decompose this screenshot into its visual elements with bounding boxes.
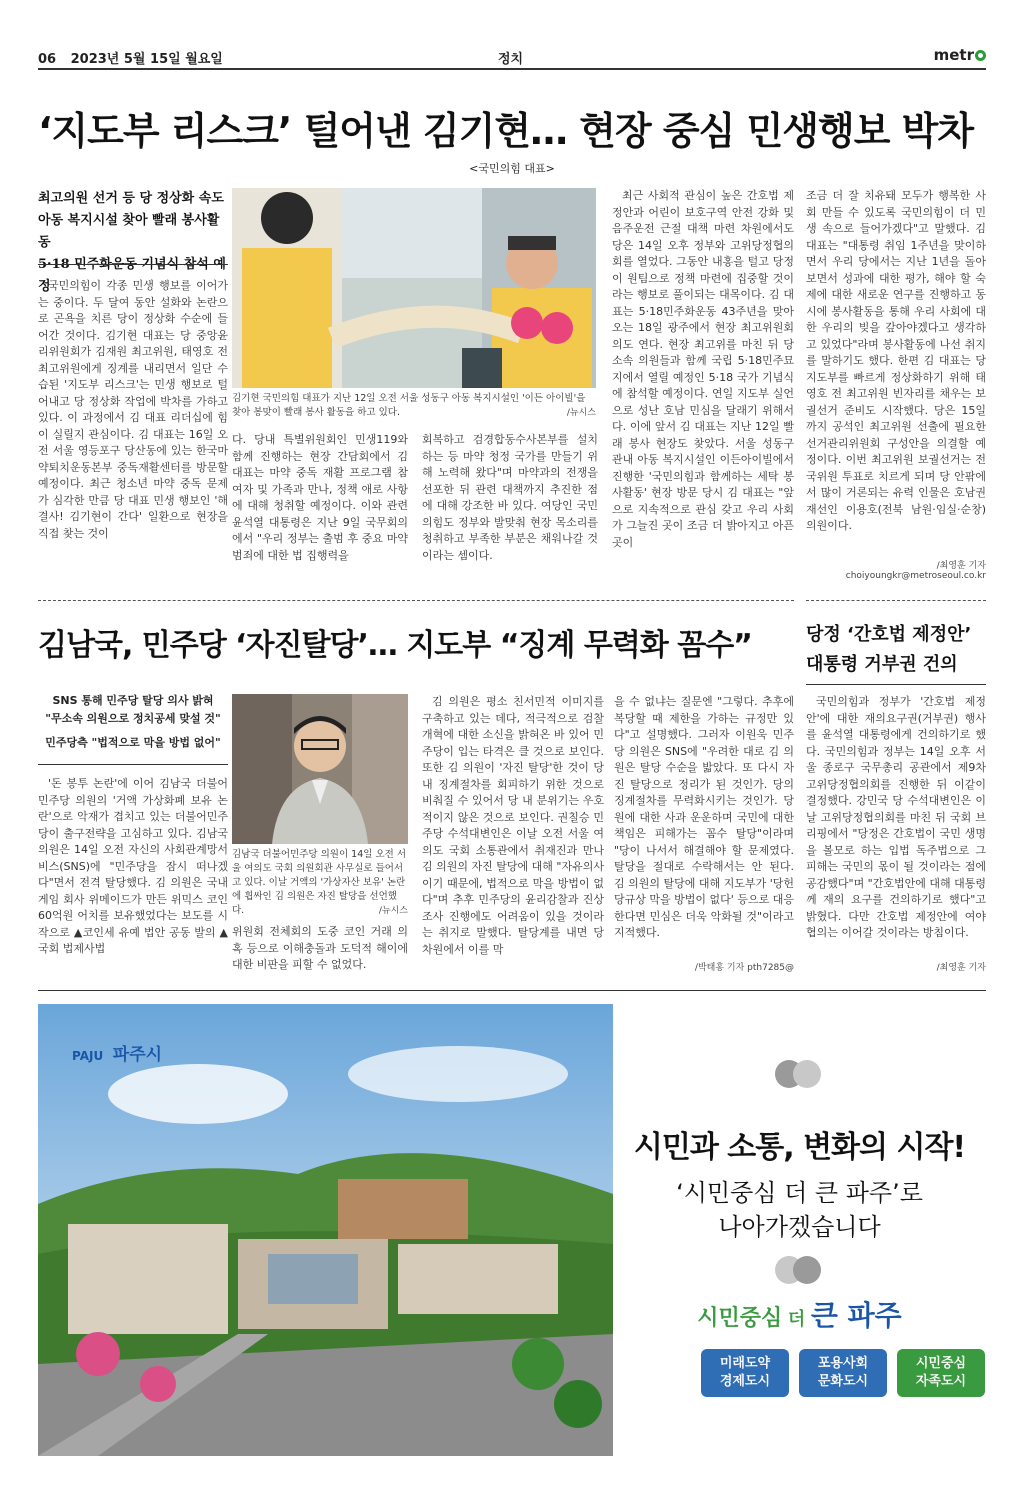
quote-bubble-icon bbox=[773, 1252, 823, 1288]
quote-bubble-icon bbox=[773, 1056, 823, 1092]
brand-logo: metr bbox=[934, 46, 986, 64]
header-left bbox=[38, 48, 233, 67]
article2-col3: 김 의원은 평소 친서민적 이미지를 구축하고 있는 데다, 적극적으로 검찰 개혁에 대한 소신을 밝혀온 바 있어 민주당이 입는 타격은 클 것으로 보인다. 또한 김 의원이 '자진 탈당'한 것이 당 내 징계절차를 회피하기 위한 것으로 비춰질 수 있어서 당 내 분위기는 우호적이지 않은 것으로 보인다. 권칠승 민주당 수석대변인은 이날 오전 서울 여의도 국회 소통관에서 취재진과 만나 김 의원의 자진 탈당에 대해 "자유의사이기 때문에, 법적으로 막을 방법이 없다"며 추후 민주당의 윤리감찰과 진상조사 진행에도 어려움이 있을 것이라는 취지로 말했다. 탈당계를 내면 당 차원에서 이를 막 bbox=[422, 695, 604, 956]
article2-caption: 김남국 더불어민주당 의원이 14일 오전 서울 여의도 국회 의원회관 사무실로 들어서고 있다. 이날 거액의 '가상자산 보유' 논란에 휩싸인 김 의원은 자진 탈당을 선언했다. /뉴시스 bbox=[232, 849, 408, 916]
article1-tag: <국민의힘 대표> bbox=[469, 162, 555, 175]
article1-col1: 국민의힘이 각종 민생 행보를 이어가는 중이다. 두 달여 동안 설화와 논란으로 곤욕을 치른 당이 정상화 수순에 들어간 것이다. 김기현 대표는 당 중앙윤리위원회가 김재원 최고위원, 태영호 전 최고위원에게 징계를 내리면서 일단 수습된 '지도부 리스크'는 민생 행보로 털어내고 당 정상화 작업에 박차를 가하고 있다. 이 과정에서 김 대표 리더십에 힘이 실릴지 관심이다. 김 대표는 16일 오전 서울 영등포구 당산동에 있는 한국마약퇴치운동본부 중독재활센터를 방문할 예정이다. 최근 청소년 마약 중독 문제가 심각한 만큼 당 대표 민생 행보인 '해결사! 김기현이 간다' 일환으로 현장을 직접 찾는 것이 bbox=[38, 279, 228, 540]
article2-headline: 김남국, 민주당 ‘자진탈당’… 지도부 “징계 무력화 꼼수” bbox=[38, 628, 752, 663]
article2-col2: 위원회 전체회의 도중 코인 거래 의혹 등으로 이해충돌과 도덕적 해이에 대한 비판을 피할 수 없었다. bbox=[232, 925, 408, 971]
volunteer-photo-icon bbox=[232, 188, 596, 388]
divider bbox=[806, 684, 986, 685]
subhead: 민주당측 "법적으로 막을 방법 없어" bbox=[45, 736, 221, 749]
article1-col5: 조금 더 잘 치유돼 모두가 행복한 사회 만들 수 있도록 국민의힘이 더 민생 속으로 들어가겠다"고 말했다. 김 대표는 "대통령 취임 1주년을 맞이하면서 우리 당에서는 지난 1년을 돌아보면서 성과에 대한 평가, 해야 할 숙제에 대한 새로운 연구를 진행하고 동시에 봉사활동을 통해 우리 사회에 대한 우리의 빚을 갚아야겠다고 생각하고 있었다"라며 봉사활동에 나선 취지를 말하기도 했다. 한편 김 대표는 당 지도부를 빠르게 정상화하기 위해 태영호 전 최고위원 빈자리를 채우는 보궐선거 준비도 시작했다. 당은 15일까지 공석인 최고위원 선출에 필요한 선거관리위원회 구성안을 의결할 예정이다. 이번 최고위원 보궐선거는 전국위원 투표로 치르게 되며 당 안팎에서 많이 거론되는 유력 인물은 호남권 재선인 이용호(전북 남원·임실·순창) 의원이다. bbox=[806, 189, 986, 532]
ad-photo bbox=[38, 1004, 613, 1456]
issue-date: 2023년 5월 15일 월요일 bbox=[70, 52, 223, 67]
divider bbox=[38, 990, 986, 991]
ad-headline: 시민과 소통, 변화의 시작! bbox=[633, 1130, 966, 1165]
paju-logo: PAJU 파주시 bbox=[72, 1045, 163, 1065]
article1-caption: 김기현 국민의힘 대표가 지난 12일 오전 서울 성동구 아동 복지시설인 '이든 아이빌'을 찾아 봉맞이 빨래 봉사 활동을 하고 있다. /뉴시스 bbox=[232, 393, 596, 418]
ad-chip-economy: 미래도약 경제도시 bbox=[701, 1349, 789, 1397]
logo-ring-icon bbox=[975, 50, 986, 61]
ad-line2: 나아가겠습니다 bbox=[718, 1213, 881, 1241]
subhead: 아동 복지시설 찾아 빨래 봉사활동 bbox=[38, 213, 220, 250]
article1-photo bbox=[232, 188, 596, 388]
photo-credit: /뉴시스 bbox=[378, 906, 408, 916]
article2-subheads bbox=[38, 692, 228, 752]
article1-byline: /최영훈 기자 choiyoungkr@metroseoul.co.kr bbox=[845, 561, 986, 581]
article1-col2: 다. 당내 특별위원회인 민생119와 함께 진행하는 현장 간담회에서 김 대표는 마약 중독 재활 프로그램 참여자 및 가족과 만나, 정책 애로 사항에 대해 청취할 예정이다. 이와 관련 윤석열 대통령은 지난 9일 국무회의에서 "우리 정부는 출범 후 중요 마약범죄에 대한 법 집행력을 bbox=[232, 433, 408, 562]
subhead: "무소속 의원으로 정치공세 맞설 것" bbox=[45, 712, 221, 725]
page-header bbox=[38, 44, 986, 70]
divider bbox=[38, 600, 794, 601]
article1-col4: 최근 사회적 관심이 높은 간호법 제정안과 어린이 보호구역 안전 강화 및 음주운전 근절 대책 마련 차원에서도 당은 14일 오후 정부와 고위당정협의회를 열었다. 그동안 내홍을 털고 당정이 원팀으로 정책 마련에 집중할 것이라는 행보로 풀이되는 대목이다. 김 대표는 5·18민주화운동 43주년을 맞아 오는 18일 광주에서 현장 최고위원회의도 연다. 현장 최고위를 마친 뒤 당 소속 의원들과 함께 국립 5·18민주묘지에서 열릴 예정인 5·18 국가 기념식에 참석할 예정이다. 연일 지도부 실언으로 성난 호남 민심을 달래기 위해서다. 이에 앞서 김 대표는 지난 12일 빨래 봉사 현장도 찾았다. 서울 성동구 관내 아동 복지시설인 이든아이빌에서 진행한 '국민의힘과 함께하는 세탁 봉사활동' 현장 방문 당시 김 대표는 "앞으로 지속적으로 관심 갖고 우리 사회가 그늘진 곳이 조금 더 밝아지고 아픈 곳이 bbox=[612, 189, 794, 549]
section-name: 정치 bbox=[498, 52, 524, 67]
article2-col4: 을 수 없냐는 질문엔 "그렇다. 추후에 복당할 때 제한을 가하는 규정만 있다"고 설명했다. 그러자 이원욱 민주당 의원은 SNS에 "우려한 대로 김 의원은 탈당 수순을 밟았다. 또 다시 자진 탈당으로 정리가 된 것인가. 당의 징계절차를 무력화시키는 것인가. 당원에 대한 사과 운운하며 국민에 대한 책임은 피해가는 꼼수 탈당"이라며 "당이 나서서 해결해야 할 문제였다. 탈당을 절대로 수락해서는 안 된다. 김 의원의 탈당에 대해 지도부가 '당헌당규상 막을 방법이 없다' 등으로 대응한다면 민심은 더욱 악화될 것"이라고 지적했다. bbox=[614, 695, 794, 939]
divider bbox=[38, 764, 228, 765]
article1-headline: ‘지도부 리스크’ 털어낸 김기현… 현장 중심 민생행보 박차 bbox=[38, 109, 974, 153]
ad-copy bbox=[613, 1004, 986, 1456]
subhead: 5·18 민주화운동 기념식 참석 예정 bbox=[38, 257, 226, 294]
ad-line1: ‘시민중심 더 큰 파주’로 bbox=[676, 1179, 923, 1207]
article1-col3: 회복하고 검경합동수사본부를 설치하는 등 마약 청정 국가를 만들기 위해 노력해 왔다"며 마약과의 전쟁을 선포한 뒤 관련 대책까지 추진한 점에 대해 강조한 바 있다. 여당인 국민의힘도 정부와 발맞춰 현장 목소리를 청취하고 부족한 부분은 채워나갈 것이라는 셈이다. bbox=[422, 433, 598, 562]
article2-byline: /박태홍 기자 pth7285@ bbox=[694, 963, 794, 973]
divider bbox=[38, 264, 228, 265]
subhead: 최고의원 선거 등 당 정상화 속도 bbox=[38, 191, 224, 206]
article3-body: 국민의힘과 정부가 '간호법 제정안'에 대한 재의요구권(거부권) 행사를 윤석열 대통령에게 건의하기로 했다. 국민의힘과 정부는 14일 오후 서울 종로구 국무총리 공관에서 제9차 고위당정협의회를 진행한 뒤 이같이 결정했다. 강민국 당 수석대변인은 이날 고위당정협의회를 마친 뒤 국회 브리핑에서 "당정은 간호법이 국민 생명을 볼모로 하는 입법 독주법으로 그 피해는 국민의 몫이 될 것이라는 점에 공감했다"며 "간호법안에 대해 대통령께 재의 요구를 건의하기로 했다"고 밝혔다. 다만 간호법 제정안에 여야 협의는 이어갈 것이라는 방침이다. bbox=[806, 695, 986, 939]
article3-headline: 당정 ‘간호법 제정안’ 대통령 거부권 건의 bbox=[806, 624, 972, 675]
divider bbox=[806, 600, 986, 601]
ad-chip-culture: 포용사회 문화도시 bbox=[799, 1349, 887, 1397]
subhead: SNS 통해 민주당 탈당 의사 밝혀 bbox=[52, 694, 214, 707]
paju-advertisement bbox=[38, 1004, 986, 1456]
ad-brand: 시민중심 더 큰 파주 bbox=[697, 1299, 902, 1332]
city-hall-aerial-icon bbox=[38, 1004, 613, 1456]
photo-credit: /뉴시스 bbox=[566, 408, 596, 418]
portrait-photo-icon bbox=[232, 694, 408, 844]
ad-chip-selfsufficient: 시민중심 자족도시 bbox=[897, 1349, 985, 1397]
article3-byline: /최영훈 기자 bbox=[936, 963, 986, 973]
article2-photo bbox=[232, 694, 408, 844]
page-number: 06 bbox=[38, 52, 57, 67]
article2-col1: '돈 봉투 논란'에 이어 김남국 더불어민주당 의원의 '거액 가상화폐 보유 논란'으로 악재가 겹치고 있는 더불어민주당이 출구전략을 고심하고 있다. 김남국 의원은 14일 오전 자신의 사회관계망서비스(SNS)에 "민주당을 잠시 떠나겠다"면서 전격 탈당했다. 김 의원은 국내 게임 회사 위메이드가 만든 위믹스 코인 60억원 어치를 보유했었다는 보도를 시작으로 ▲코인세 유예 법안 공동 발의 ▲국회 법제사법 bbox=[38, 777, 228, 955]
